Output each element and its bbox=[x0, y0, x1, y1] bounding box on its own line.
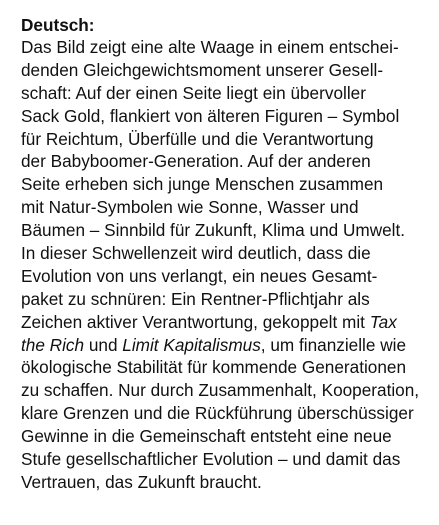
text-segment: Sack Gold, flankiert von älteren Figuren – Symbol bbox=[21, 105, 400, 126]
text-line bbox=[21, 265, 425, 288]
text-line bbox=[21, 128, 425, 151]
text-segment: Evolution von uns verlangt, ein neues Gesamt- bbox=[21, 265, 378, 286]
text-segment: Bäumen – Sinnbild für Zukunft, Klima und Umwelt. bbox=[21, 220, 406, 241]
text-segment: klare Grenzen und die Rückführung überschüssiger bbox=[21, 403, 414, 424]
text-line bbox=[21, 425, 425, 448]
text-line bbox=[21, 448, 425, 471]
text-segment: für Reichtum, Überfülle und die Verantwortung bbox=[21, 128, 374, 149]
text-line bbox=[21, 402, 425, 425]
text-segment: the Rich bbox=[21, 334, 85, 355]
text-line bbox=[21, 334, 425, 357]
text-line bbox=[21, 196, 425, 219]
text-segment: paket zu schnüren: Ein Rentner-Pflichtjahr als bbox=[21, 288, 370, 309]
text-segment: In dieser Schwellenzeit wird deutlich, dass die bbox=[21, 243, 371, 264]
text-segment: mit Natur-Symbolen wie Sonne, Wasser und bbox=[21, 197, 359, 218]
text-line bbox=[21, 471, 425, 494]
text-segment: ökologische Stabilität für kommende Generationen bbox=[21, 357, 407, 378]
text-line bbox=[21, 356, 425, 379]
text-segment: denden Gleichgewichtsmoment unserer Gesell- bbox=[21, 59, 384, 80]
text-line bbox=[21, 311, 425, 334]
document-body bbox=[21, 36, 425, 494]
text-line bbox=[21, 288, 425, 311]
text-line bbox=[21, 379, 425, 402]
text-segment: der Babyboomer-Generation. Auf der anderen bbox=[21, 151, 371, 172]
text-line bbox=[21, 173, 425, 196]
text-segment: Tax bbox=[369, 311, 397, 332]
text-line bbox=[21, 36, 425, 59]
text-line bbox=[21, 219, 425, 242]
text-segment: Das Bild zeigt eine alte Waage in einem entschei- bbox=[21, 37, 399, 57]
text-segment: Zeichen aktiver Verantwortung, gekoppelt mit bbox=[21, 311, 370, 332]
text-segment: Gewinne in die Gemeinschaft entsteht eine neue bbox=[21, 426, 392, 447]
text-segment: , um finanzielle wie bbox=[260, 334, 407, 355]
text-segment: zu schaffen. Nur durch Zusammenhalt, Kooperation, bbox=[21, 380, 420, 401]
text-segment: Vertrauen, das Zukunft braucht. bbox=[21, 471, 262, 492]
text-line bbox=[21, 242, 425, 265]
text-segment: und bbox=[84, 334, 123, 355]
text-line bbox=[21, 59, 425, 82]
text-line bbox=[21, 150, 425, 173]
text-line bbox=[21, 82, 425, 105]
text-segment: Stufe gesellschaftlicher Evolution – und damit das bbox=[21, 449, 401, 470]
text-line bbox=[21, 105, 425, 128]
text-segment: Limit Kapitalismus bbox=[122, 334, 261, 355]
text-segment: schaft: Auf der einen Seite liegt ein übervoller bbox=[21, 82, 366, 103]
text-segment: Seite erheben sich junge Menschen zusammen bbox=[21, 174, 384, 195]
document-heading: Deutsch: bbox=[21, 15, 95, 35]
